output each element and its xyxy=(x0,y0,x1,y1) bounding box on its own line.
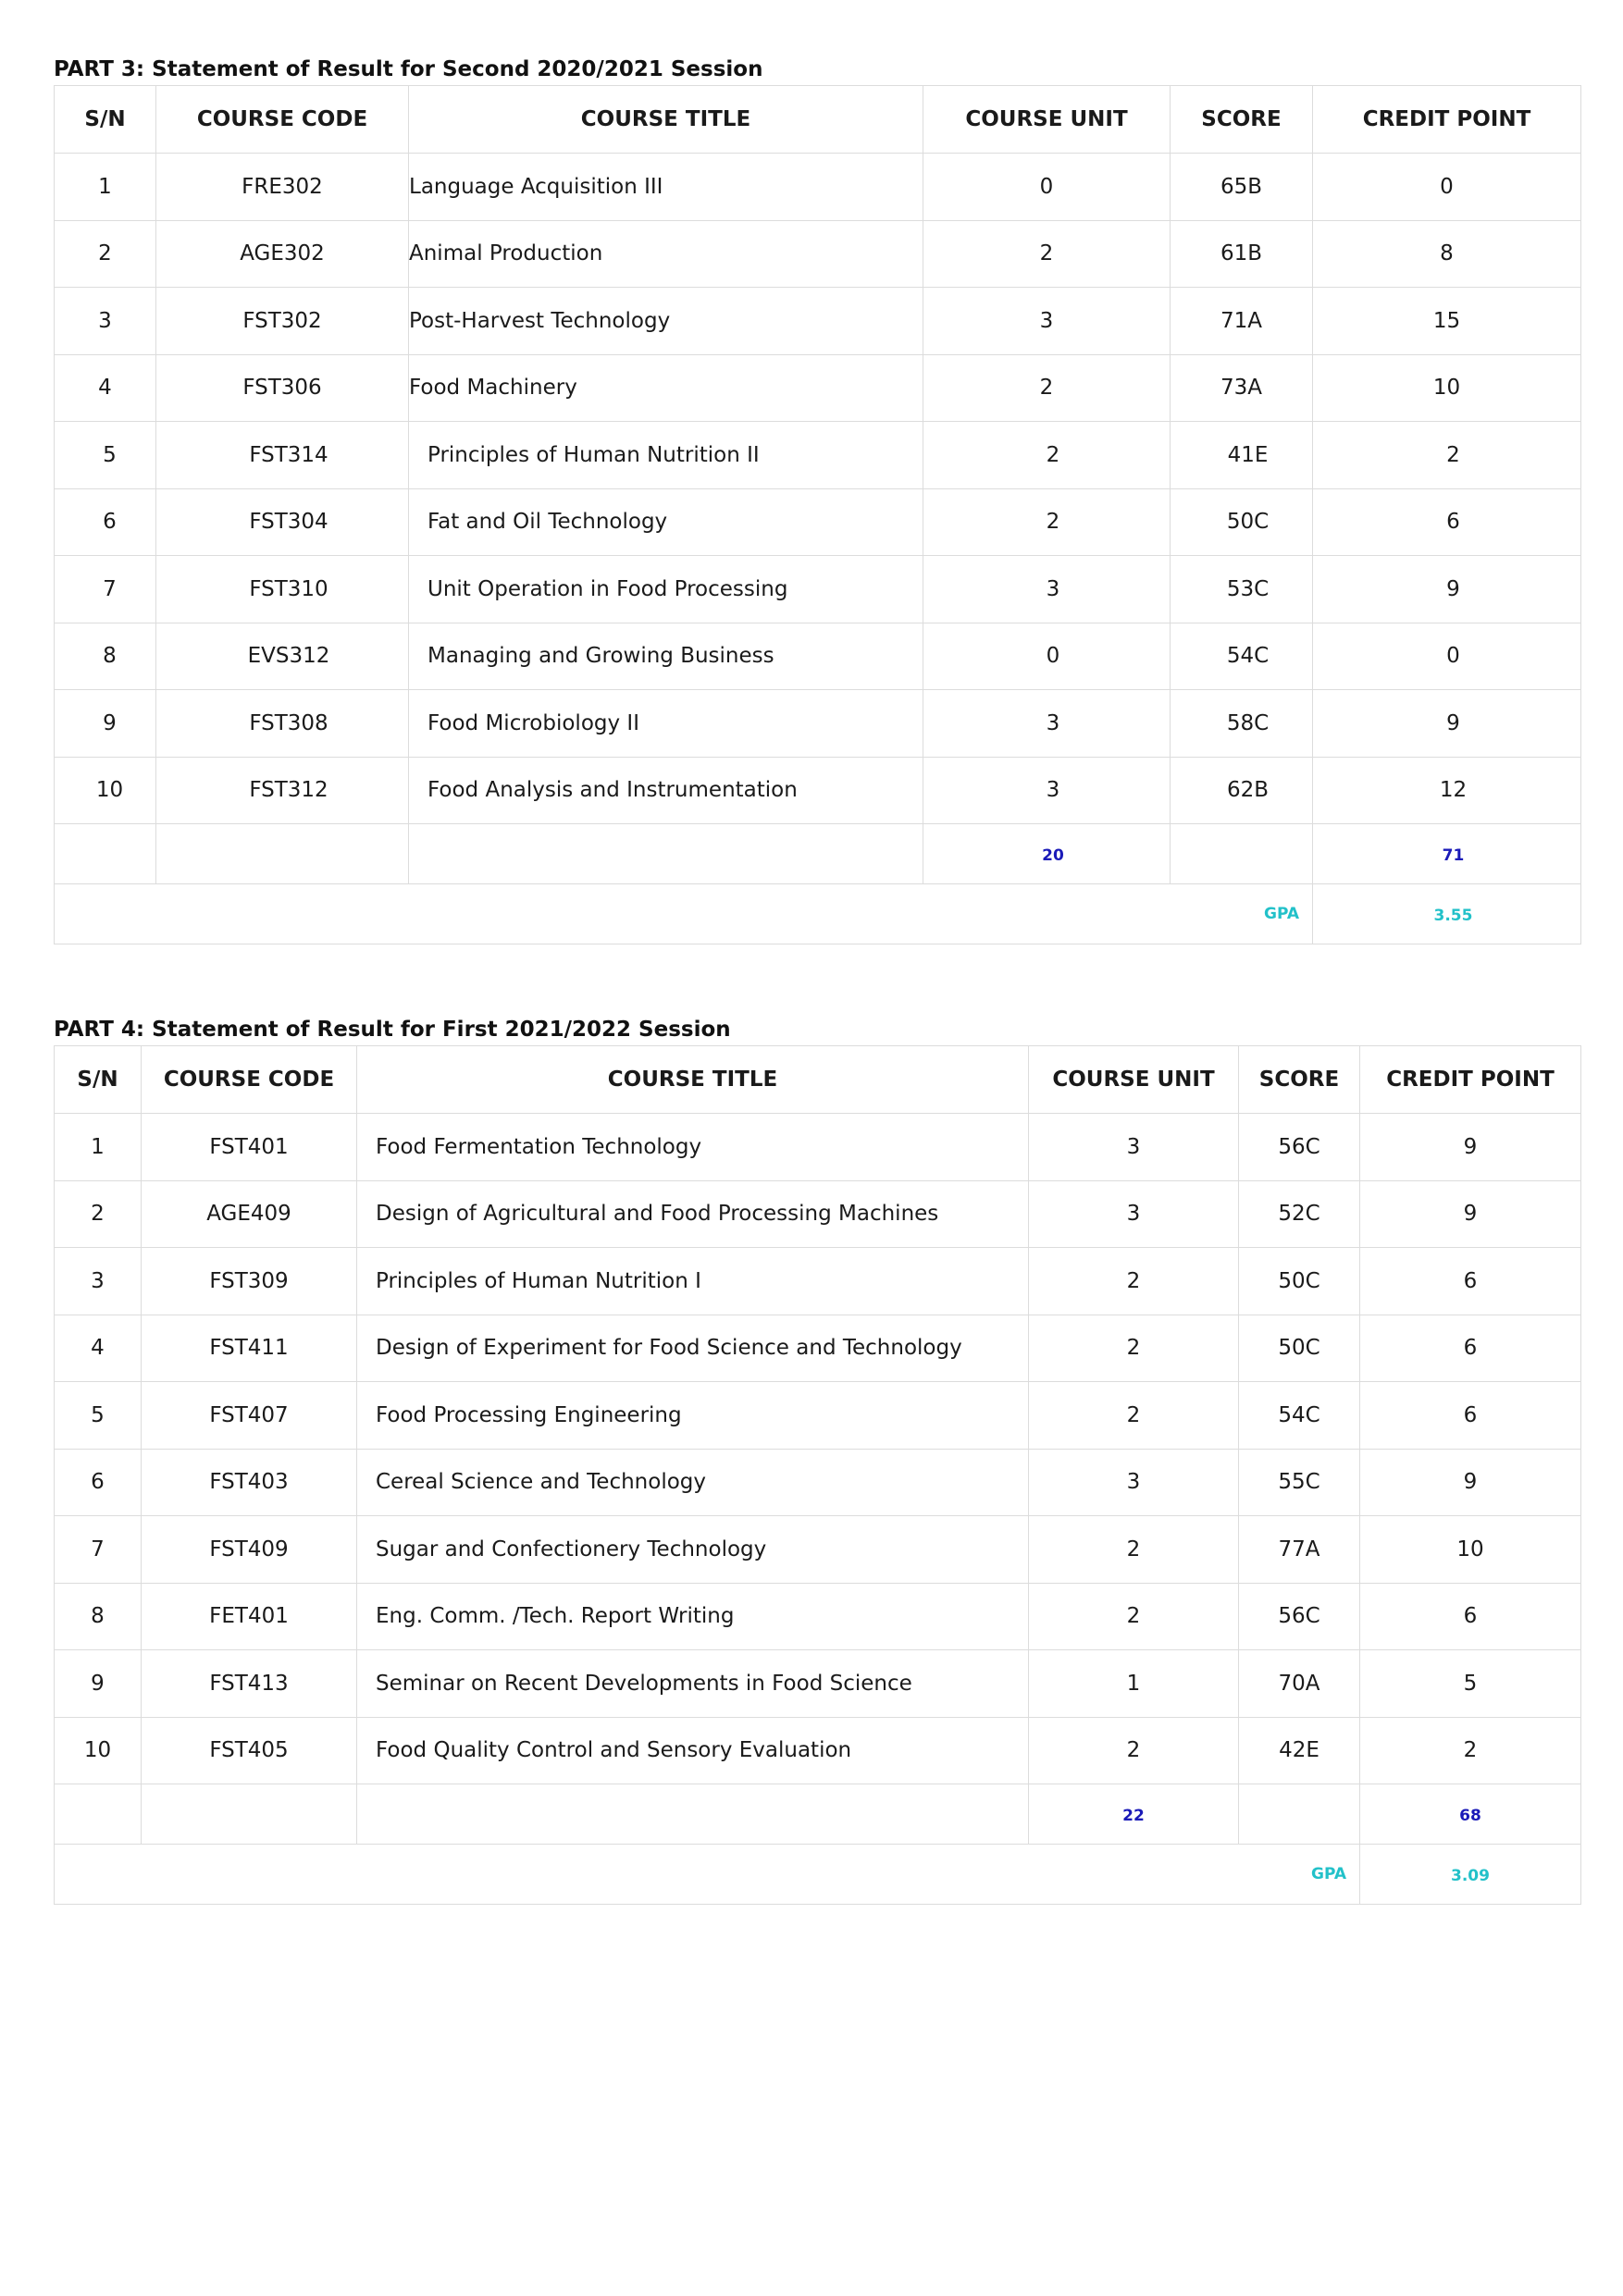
table-row xyxy=(55,288,1581,355)
gpa-label-text: GPA xyxy=(1310,1865,1346,1883)
empty-cell xyxy=(357,1784,1029,1845)
cell-sn: 8 xyxy=(55,623,156,690)
cell-sn: 7 xyxy=(55,1516,142,1584)
cell-course-code: FST309 xyxy=(142,1248,357,1315)
cell-course-code: AGE302 xyxy=(156,220,409,288)
part3-title: PART 3: Statement of Result for Second 2020/2021 Session xyxy=(54,57,763,81)
cell-course-unit: 2 xyxy=(1029,1516,1239,1584)
cell-course-code: FST310 xyxy=(156,556,409,623)
cell-course-unit: 3 xyxy=(923,690,1171,758)
gpa-row xyxy=(55,1845,1581,1905)
cell-score: 42E xyxy=(1239,1717,1360,1784)
cell-course-code: FET401 xyxy=(142,1583,357,1650)
cell-course-code: FST314 xyxy=(156,422,409,489)
table-row xyxy=(55,690,1581,758)
cell-sn: 2 xyxy=(55,1180,142,1248)
empty-cell xyxy=(1239,1784,1360,1845)
table-row xyxy=(55,488,1581,556)
cell-score: 50C xyxy=(1171,488,1313,556)
header-course-title: COURSE TITLE xyxy=(409,86,923,154)
cell-course-title: Seminar on Recent Developments in Food Science xyxy=(357,1650,1029,1718)
cell-course-code: FRE302 xyxy=(156,154,409,221)
header-course-unit: COURSE UNIT xyxy=(1029,1046,1239,1114)
cell-sn: 2 xyxy=(55,220,156,288)
cell-course-unit: 2 xyxy=(923,220,1171,288)
cell-sn: 3 xyxy=(55,288,156,355)
table-row xyxy=(55,1449,1581,1516)
cell-credit-point: 0 xyxy=(1313,154,1581,221)
table-row xyxy=(55,1516,1581,1584)
cell-sn: 9 xyxy=(55,690,156,758)
total-credits: 68 xyxy=(1459,1807,1481,1825)
cell-course-title: Design of Agricultural and Food Processing Machines xyxy=(357,1180,1029,1248)
table-row xyxy=(55,1717,1581,1784)
table-row xyxy=(55,1114,1581,1181)
cell-credit-point: 6 xyxy=(1313,488,1581,556)
part4-result-table xyxy=(54,1045,1581,1905)
cell-course-unit: 3 xyxy=(1029,1180,1239,1248)
empty-cell xyxy=(55,824,156,884)
table-row xyxy=(55,1315,1581,1382)
cell-course-title: Design of Experiment for Food Science and Technology xyxy=(357,1315,1029,1382)
cell-score: 56C xyxy=(1239,1583,1360,1650)
header-course-title: COURSE TITLE xyxy=(357,1046,1029,1114)
cell-credit-point: 15 xyxy=(1313,288,1581,355)
cell-credit-point: 8 xyxy=(1313,220,1581,288)
cell-credit-point: 10 xyxy=(1360,1516,1581,1584)
cell-course-unit: 2 xyxy=(1029,1382,1239,1450)
cell-course-title: Food Quality Control and Sensory Evaluation xyxy=(357,1717,1029,1784)
cell-credit-point: 2 xyxy=(1360,1717,1581,1784)
gpa-label-text: GPA xyxy=(1263,905,1299,923)
cell-course-title: Managing and Growing Business xyxy=(409,623,923,690)
gpa-row xyxy=(55,884,1581,944)
cell-course-unit: 0 xyxy=(923,154,1171,221)
cell-course-code: FST411 xyxy=(142,1315,357,1382)
cell-course-title: Cereal Science and Technology xyxy=(357,1449,1029,1516)
gpa-value-cell xyxy=(1313,884,1581,944)
total-units-cell xyxy=(923,824,1171,884)
cell-course-code: FST407 xyxy=(142,1382,357,1450)
cell-score: 52C xyxy=(1239,1180,1360,1248)
cell-sn: 10 xyxy=(55,757,156,824)
cell-sn: 4 xyxy=(55,354,156,422)
header-course-unit: COURSE UNIT xyxy=(923,86,1171,154)
totals-row xyxy=(55,824,1581,884)
cell-score: 70A xyxy=(1239,1650,1360,1718)
cell-course-title: Unit Operation in Food Processing xyxy=(409,556,923,623)
cell-score: 55C xyxy=(1239,1449,1360,1516)
table-header-row xyxy=(55,1046,1581,1114)
cell-course-code: FST302 xyxy=(156,288,409,355)
cell-course-unit: 2 xyxy=(923,422,1171,489)
total-credits-cell xyxy=(1360,1784,1581,1845)
cell-course-code: FST405 xyxy=(142,1717,357,1784)
cell-score: 58C xyxy=(1171,690,1313,758)
cell-course-code: AGE409 xyxy=(142,1180,357,1248)
total-units: 20 xyxy=(1042,846,1064,865)
cell-credit-point: 6 xyxy=(1360,1583,1581,1650)
cell-course-code: FST409 xyxy=(142,1516,357,1584)
part4-title: PART 4: Statement of Result for First 2021/2022 Session xyxy=(54,1018,731,1042)
gpa-label xyxy=(55,1845,1360,1905)
header-credit-point: CREDIT POINT xyxy=(1360,1046,1581,1114)
gpa-value: 3.55 xyxy=(1433,907,1473,925)
empty-cell xyxy=(1171,824,1313,884)
cell-score: 65B xyxy=(1171,154,1313,221)
cell-sn: 1 xyxy=(55,1114,142,1181)
cell-credit-point: 6 xyxy=(1360,1382,1581,1450)
part3-section xyxy=(54,54,1580,944)
cell-course-title: Principles of Human Nutrition I xyxy=(357,1248,1029,1315)
cell-course-code: FST312 xyxy=(156,757,409,824)
cell-credit-point: 9 xyxy=(1360,1449,1581,1516)
cell-score: 61B xyxy=(1171,220,1313,288)
cell-credit-point: 9 xyxy=(1313,556,1581,623)
cell-sn: 4 xyxy=(55,1315,142,1382)
header-sn: S/N xyxy=(55,1046,142,1114)
cell-sn: 7 xyxy=(55,556,156,623)
cell-course-unit: 2 xyxy=(1029,1248,1239,1315)
totals-row xyxy=(55,1784,1581,1845)
cell-sn: 6 xyxy=(55,488,156,556)
cell-course-unit: 2 xyxy=(1029,1717,1239,1784)
cell-course-unit: 3 xyxy=(923,556,1171,623)
cell-sn: 5 xyxy=(55,1382,142,1450)
cell-credit-point: 6 xyxy=(1360,1248,1581,1315)
table-row xyxy=(55,1180,1581,1248)
cell-score: 50C xyxy=(1239,1315,1360,1382)
cell-course-code: FST304 xyxy=(156,488,409,556)
header-course-code: COURSE CODE xyxy=(142,1046,357,1114)
cell-sn: 9 xyxy=(55,1650,142,1718)
cell-score: 54C xyxy=(1171,623,1313,690)
cell-score: 71A xyxy=(1171,288,1313,355)
cell-credit-point: 9 xyxy=(1360,1180,1581,1248)
cell-score: 41E xyxy=(1171,422,1313,489)
cell-sn: 8 xyxy=(55,1583,142,1650)
cell-course-code: EVS312 xyxy=(156,623,409,690)
table-row xyxy=(55,154,1581,221)
total-units-cell xyxy=(1029,1784,1239,1845)
cell-course-unit: 2 xyxy=(1029,1315,1239,1382)
cell-course-unit: 0 xyxy=(923,623,1171,690)
cell-course-title: Sugar and Confectionery Technology xyxy=(357,1516,1029,1584)
cell-course-code: FST401 xyxy=(142,1114,357,1181)
cell-score: 50C xyxy=(1239,1248,1360,1315)
table-row xyxy=(55,354,1581,422)
cell-course-unit: 2 xyxy=(923,354,1171,422)
cell-credit-point: 9 xyxy=(1313,690,1581,758)
cell-score: 53C xyxy=(1171,556,1313,623)
cell-course-unit: 3 xyxy=(923,757,1171,824)
cell-credit-point: 6 xyxy=(1360,1315,1581,1382)
header-course-code: COURSE CODE xyxy=(156,86,409,154)
cell-course-unit: 3 xyxy=(923,288,1171,355)
cell-credit-point: 5 xyxy=(1360,1650,1581,1718)
table-row xyxy=(55,757,1581,824)
header-score: SCORE xyxy=(1239,1046,1360,1114)
part3-result-table xyxy=(54,85,1581,944)
cell-credit-point: 2 xyxy=(1313,422,1581,489)
cell-course-code: FST413 xyxy=(142,1650,357,1718)
cell-sn: 6 xyxy=(55,1449,142,1516)
empty-cell xyxy=(156,824,409,884)
cell-score: 56C xyxy=(1239,1114,1360,1181)
cell-course-code: FST306 xyxy=(156,354,409,422)
empty-cell xyxy=(409,824,923,884)
table-row xyxy=(55,422,1581,489)
cell-score: 73A xyxy=(1171,354,1313,422)
cell-course-unit: 3 xyxy=(1029,1449,1239,1516)
table-row xyxy=(55,556,1581,623)
header-sn: S/N xyxy=(55,86,156,154)
cell-score: 54C xyxy=(1239,1382,1360,1450)
gpa-value: 3.09 xyxy=(1451,1867,1490,1885)
cell-course-title: Animal Production xyxy=(409,220,923,288)
cell-course-unit: 1 xyxy=(1029,1650,1239,1718)
cell-course-code: FST403 xyxy=(142,1449,357,1516)
cell-course-code: FST308 xyxy=(156,690,409,758)
total-credits: 71 xyxy=(1442,846,1465,865)
cell-course-title: Eng. Comm. /Tech. Report Writing xyxy=(357,1583,1029,1650)
cell-credit-point: 0 xyxy=(1313,623,1581,690)
table-row xyxy=(55,1583,1581,1650)
cell-sn: 1 xyxy=(55,154,156,221)
cell-course-unit: 2 xyxy=(1029,1583,1239,1650)
gpa-label xyxy=(55,884,1313,944)
cell-sn: 5 xyxy=(55,422,156,489)
empty-cell xyxy=(55,1784,142,1845)
cell-score: 62B xyxy=(1171,757,1313,824)
header-credit-point: CREDIT POINT xyxy=(1313,86,1581,154)
cell-sn: 3 xyxy=(55,1248,142,1315)
table-header-row xyxy=(55,86,1581,154)
gpa-value-cell xyxy=(1360,1845,1581,1905)
cell-course-title: Food Analysis and Instrumentation xyxy=(409,757,923,824)
cell-sn: 10 xyxy=(55,1717,142,1784)
table-row xyxy=(55,220,1581,288)
cell-course-unit: 2 xyxy=(923,488,1171,556)
total-units: 22 xyxy=(1122,1807,1145,1825)
cell-course-title: Food Fermentation Technology xyxy=(357,1114,1029,1181)
cell-course-title: Language Acquisition III xyxy=(409,154,923,221)
cell-course-title: Post-Harvest Technology xyxy=(409,288,923,355)
cell-course-title: Fat and Oil Technology xyxy=(409,488,923,556)
table-row xyxy=(55,623,1581,690)
cell-course-title: Food Processing Engineering xyxy=(357,1382,1029,1450)
table-row xyxy=(55,1382,1581,1450)
cell-credit-point: 12 xyxy=(1313,757,1581,824)
empty-cell xyxy=(142,1784,357,1845)
cell-credit-point: 10 xyxy=(1313,354,1581,422)
header-score: SCORE xyxy=(1171,86,1313,154)
cell-score: 77A xyxy=(1239,1516,1360,1584)
cell-course-title: Food Microbiology II xyxy=(409,690,923,758)
cell-course-unit: 3 xyxy=(1029,1114,1239,1181)
table-row xyxy=(55,1650,1581,1718)
cell-credit-point: 9 xyxy=(1360,1114,1581,1181)
cell-course-title: Principles of Human Nutrition II xyxy=(409,422,923,489)
part4-section xyxy=(54,1014,1580,1905)
total-credits-cell xyxy=(1313,824,1581,884)
cell-course-title: Food Machinery xyxy=(409,354,923,422)
table-row xyxy=(55,1248,1581,1315)
